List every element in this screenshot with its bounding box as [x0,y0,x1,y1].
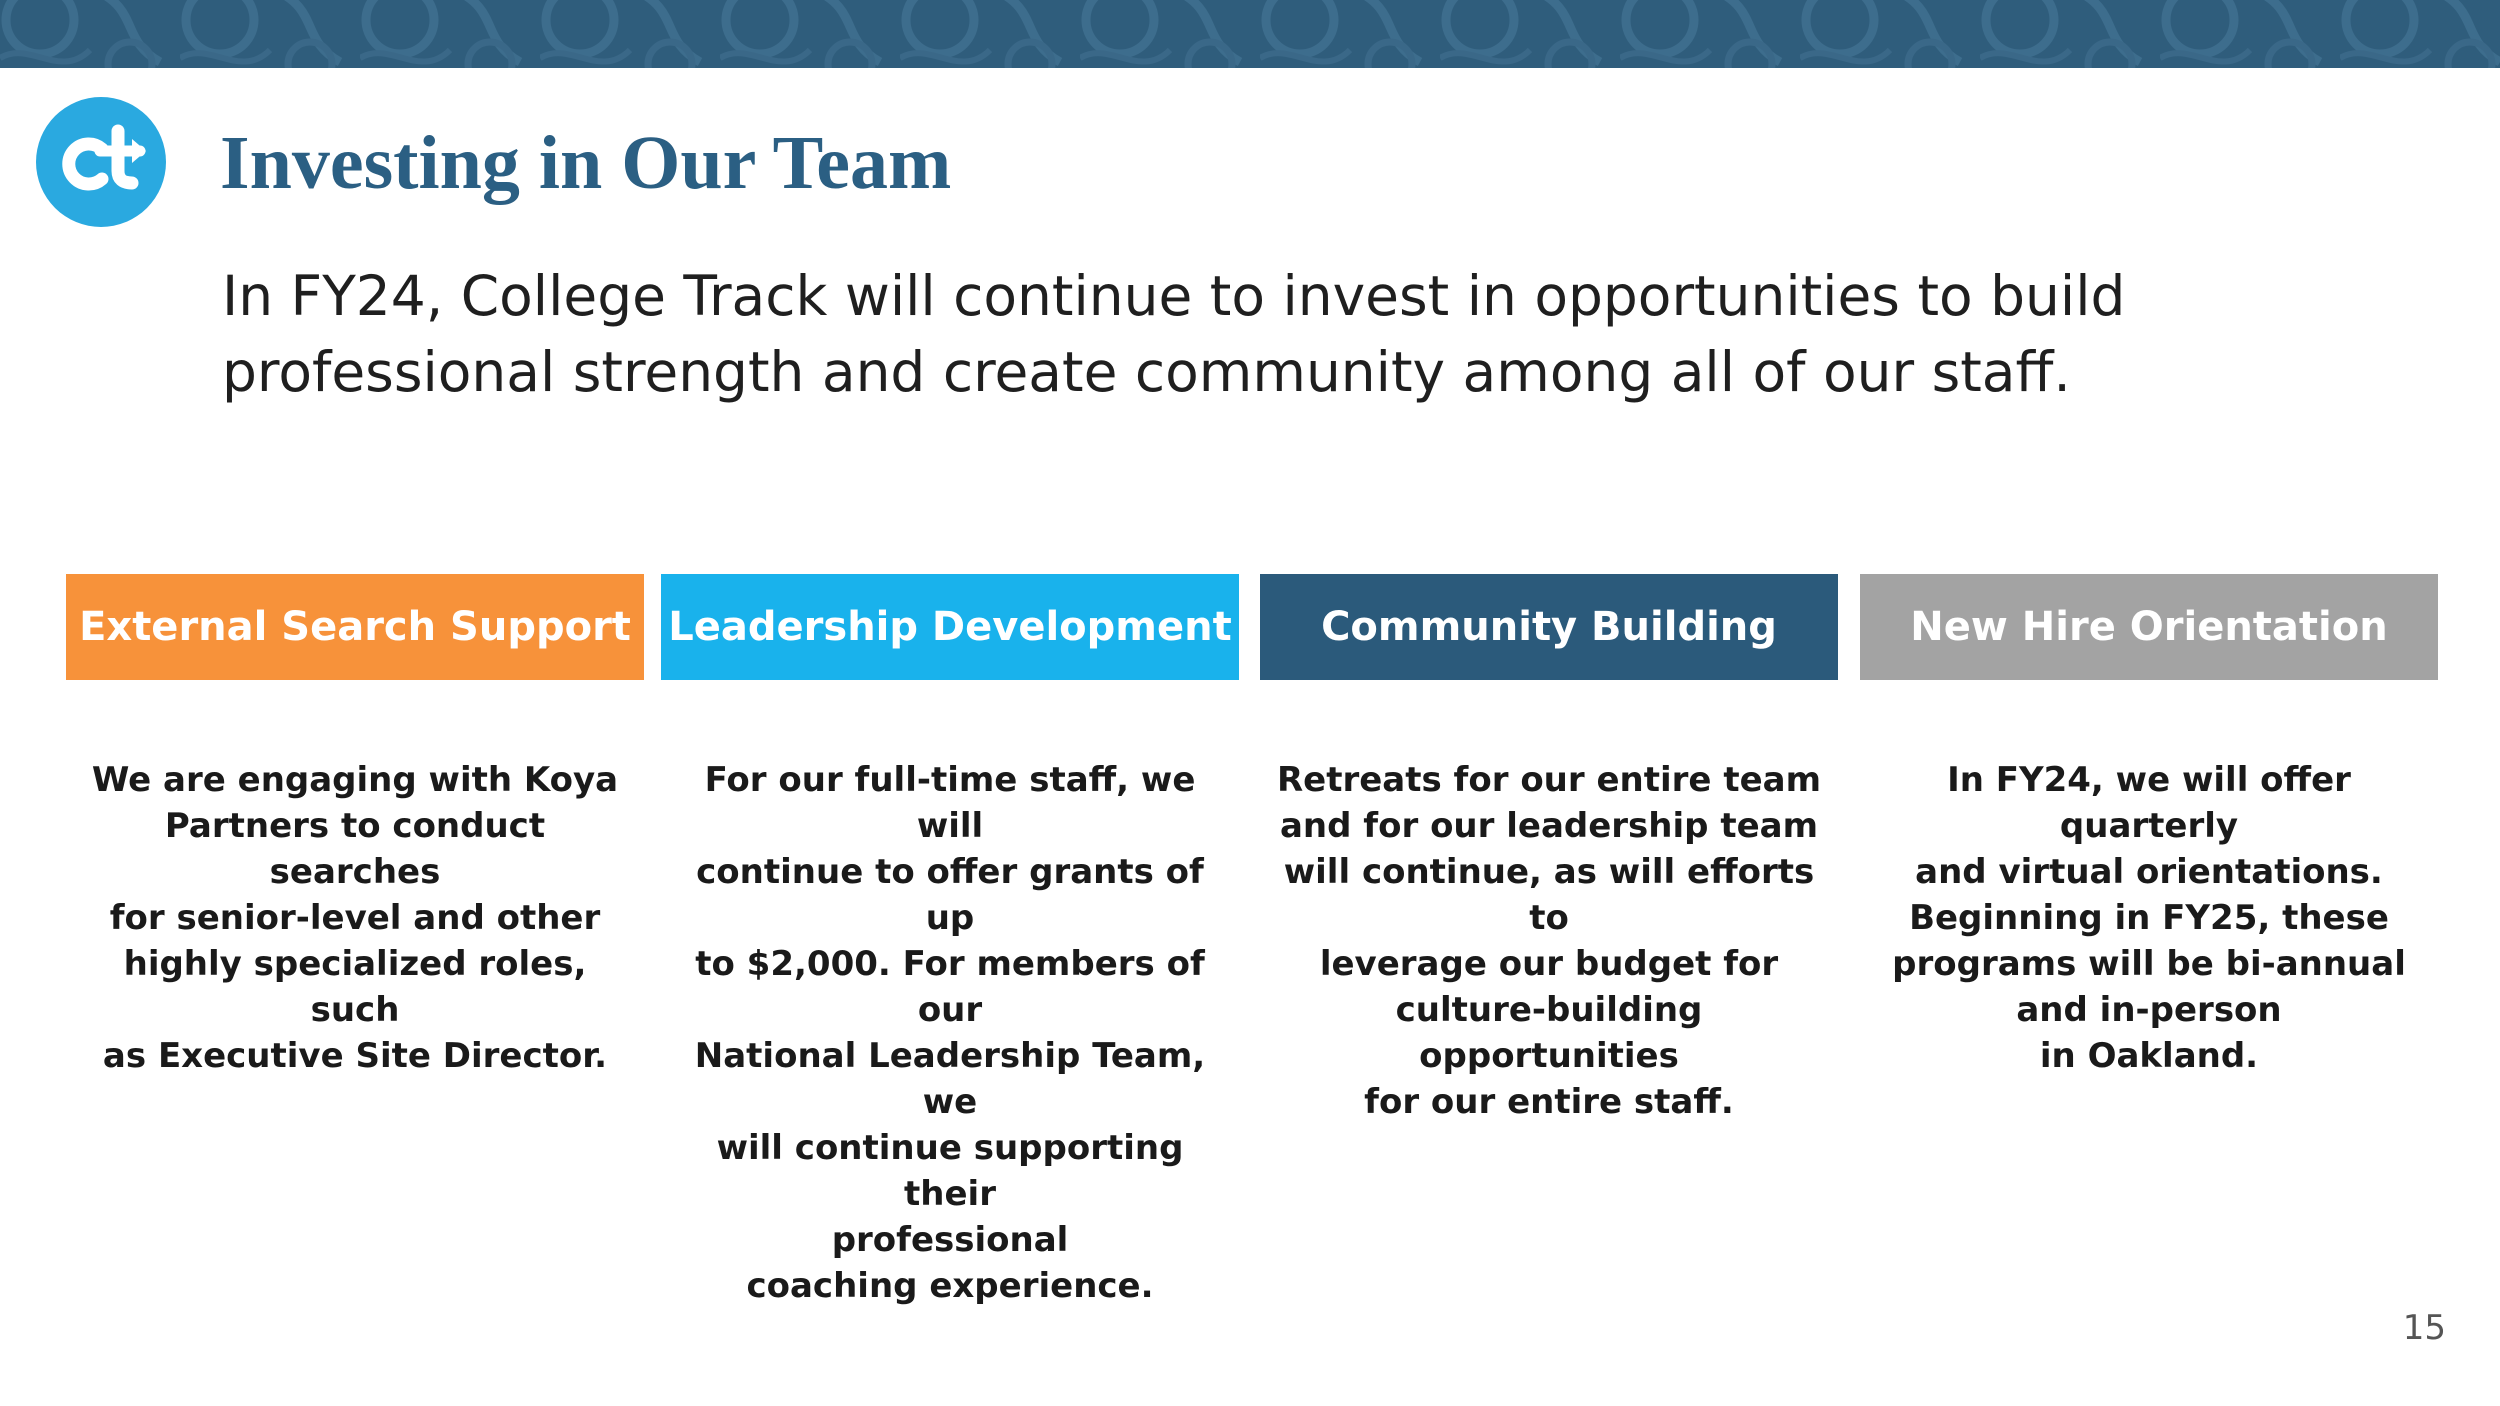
card-text-line: to $2,000. For members of our [695,944,1205,1030]
card-text-line: Beginning in FY25, these [1909,898,2389,938]
card-header-leadership-development: Leadership Development [661,574,1239,680]
card-text-line: For our full-time staff, we will [704,760,1196,846]
card-text-line: for senior-level and other [109,898,601,938]
card-text-line: as Executive Site Director. [102,1036,608,1076]
page-title: Investing in Our Team [220,121,952,205]
card-text-leadership-development [670,757,1230,1309]
card-text-line: highly specialized roles, such [123,944,587,1030]
card-text-line: coaching experience. [746,1266,1154,1306]
card-text-new-hire-orientation [1869,757,2429,1079]
card-text-line: programs will be bi-annual [1892,944,2406,984]
card-text-external-search-support [75,757,635,1079]
card-text-line: Retreats for our entire team [1276,760,1822,800]
card-text-line: continue to offer grants of up [696,852,1204,938]
card-text-line: will continue, as will efforts to [1283,852,1815,938]
card-header-community-building: Community Building [1260,574,1838,680]
intro-paragraph [222,258,2222,410]
card-text-line: will continue supporting their [716,1128,1184,1214]
card-header-new-hire-orientation: New Hire Orientation [1860,574,2438,680]
years-pattern-banner [0,0,2500,68]
card-text-line: and for our leadership team [1279,806,1819,846]
college-track-logo-icon [36,97,166,227]
intro-line: professional strength and create community among all of our staff. [222,340,2071,404]
intro-line: In FY24, College Track will continue to invest in opportunities to build [222,264,2126,328]
card-text-line: We are engaging with Koya [91,760,619,800]
card-text-line: Partners to conduct searches [164,806,546,892]
card-text-line: for our entire staff. [1364,1082,1734,1122]
card-text-line: and in-person [2016,990,2282,1030]
card-text-line: professional [831,1220,1069,1260]
card-text-line: culture-building opportunities [1395,990,1703,1076]
card-text-community-building [1269,757,1829,1125]
card-text-line: leverage our budget for [1319,944,1779,984]
card-text-line: and virtual orientations. [1915,852,2383,892]
card-text-line: National Leadership Team, we [694,1036,1206,1122]
banner-pattern [0,0,2500,68]
card-text-line: In FY24, we will offer quarterly [1947,760,2351,846]
card-text-line: in Oakland. [2039,1036,2259,1076]
page-number: 15 [2402,1308,2446,1348]
card-header-external-search-support: External Search Support [66,574,644,680]
